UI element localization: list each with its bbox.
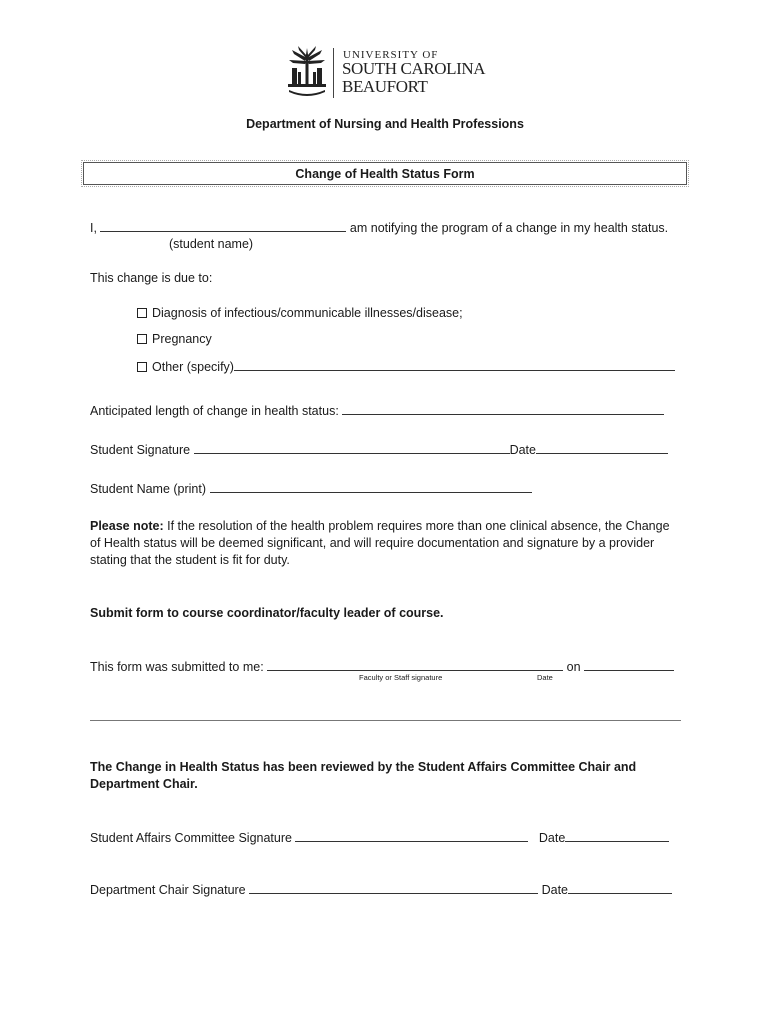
statement-row [90, 219, 668, 235]
faculty-signature-caption: Faculty or Staff signature [359, 673, 443, 682]
student-date-field[interactable] [536, 441, 668, 454]
other-specify-field[interactable] [234, 358, 675, 371]
other-checkbox[interactable] [137, 362, 147, 372]
logo-beaufort: BEAUFORT [342, 77, 428, 96]
student-name-label: Student Name (print) [90, 482, 207, 496]
submitted-date-caption: Date [537, 673, 553, 682]
option-diagnosis [137, 306, 463, 320]
note-line-3: stating that the student is fit for duty. [90, 553, 290, 567]
dept-chair-signature-label: Department Chair Signature [90, 883, 246, 897]
statement-prefix: I, [90, 221, 97, 235]
review-line-1: The Change in Health Status has been reviewed by the Student Affairs Committee Chair and [90, 760, 637, 774]
option-diagnosis-label: Diagnosis of infectious/communicable illnesses/disease; [152, 306, 463, 320]
student-name-row [90, 480, 532, 496]
logo-university-of: UNIVERSITY OF [343, 49, 439, 61]
review-line-2: Department Chair. [90, 777, 198, 791]
sac-signature-row [90, 829, 669, 845]
sac-date-label: Date [538, 831, 566, 845]
submitted-date-field[interactable] [584, 658, 674, 671]
anticipated-label: Anticipated length of change in health status: [90, 404, 339, 418]
form-title: Change of Health Status Form [295, 167, 475, 181]
anticipated-row [90, 402, 664, 418]
student-name-print-field[interactable] [210, 480, 532, 493]
submit-instruction: Submit form to course coordinator/faculty leader of course. [90, 606, 444, 620]
form-title-box [83, 162, 687, 185]
department-title: Department of Nursing and Health Professions [246, 117, 524, 131]
option-pregnancy [137, 332, 212, 346]
due-to-label: This change is due to: [90, 271, 213, 285]
student-signature-label: Student Signature [90, 443, 191, 457]
student-name-field[interactable] [100, 219, 346, 232]
submitted-on: on [566, 660, 581, 674]
dept-chair-date-field[interactable] [568, 881, 672, 894]
faculty-signature-field[interactable] [267, 658, 563, 671]
sac-signature-label: Student Affairs Committee Signature [90, 831, 292, 845]
option-other-label: Other (specify) [152, 360, 234, 374]
submitted-label: This form was submitted to me: [90, 660, 264, 674]
note-line-1 [90, 519, 670, 533]
option-other [137, 358, 675, 374]
diagnosis-checkbox[interactable] [137, 308, 147, 318]
anticipated-length-field[interactable] [342, 402, 664, 415]
note-line-2: of Health status will be deemed significant, and will require documentation and signature by a provider [90, 536, 655, 550]
option-pregnancy-label: Pregnancy [152, 332, 212, 346]
sac-date-field[interactable] [565, 829, 669, 842]
dept-chair-signature-row [90, 881, 672, 897]
dept-chair-date-label: Date [541, 883, 569, 897]
student-name-caption: (student name) [169, 237, 254, 251]
pregnancy-checkbox[interactable] [137, 334, 147, 344]
logo-divider [333, 48, 334, 98]
dept-chair-signature-field[interactable] [249, 881, 538, 894]
submitted-row [90, 658, 674, 674]
statement-suffix: am notifying the program of a change in my health status. [349, 221, 669, 235]
note-text-1: If the resolution of the health problem requires more than one clinical absence, the Change [167, 519, 670, 533]
palmetto-tree-icon [284, 44, 330, 100]
sac-signature-field[interactable] [295, 829, 528, 842]
student-signature-field[interactable] [194, 441, 510, 454]
student-date-label: Date [509, 443, 536, 457]
logo-south-carolina: SOUTH CAROLINA [342, 59, 486, 78]
student-signature-row [90, 441, 668, 457]
section-divider [90, 720, 681, 721]
note-bold: Please note: [90, 519, 164, 533]
